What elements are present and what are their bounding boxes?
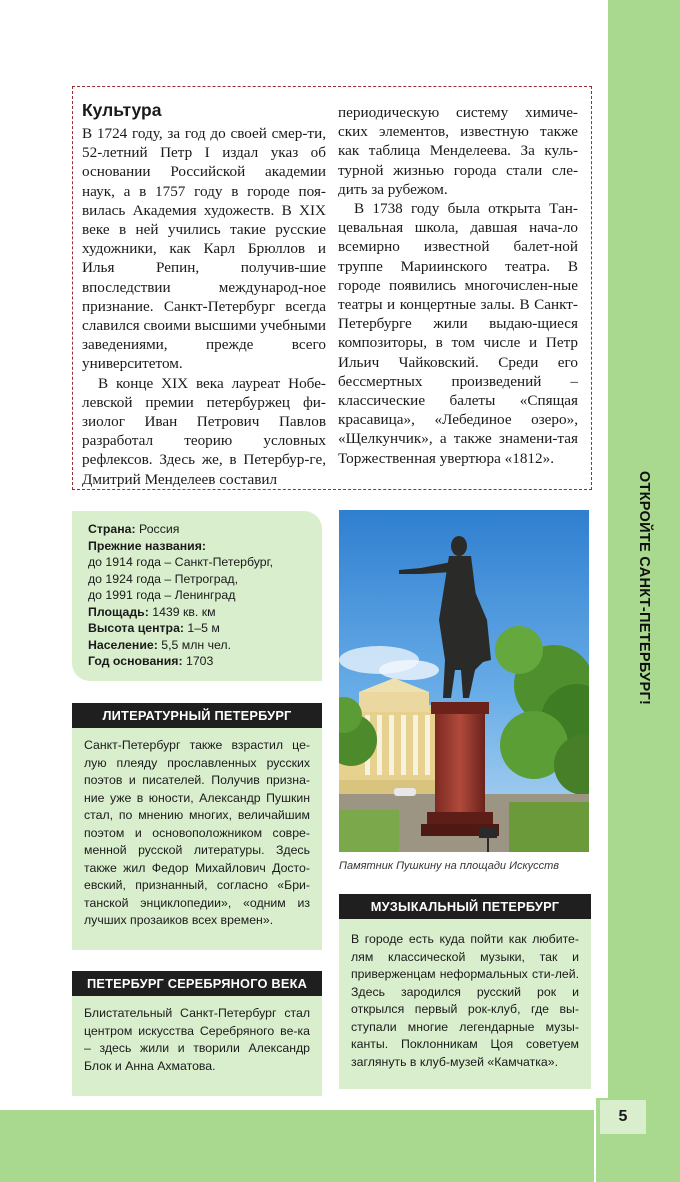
fact-population: Население: 5,5 млн чел. [88, 637, 232, 652]
fact-founded: Год основания: 1703 [88, 654, 214, 668]
bottom-band [0, 1110, 594, 1182]
fact-former-names: Прежние названия: [88, 538, 207, 553]
side-title: ОТКРОЙТЕ САНКТ-ПЕТЕРБУРГ! [636, 470, 652, 706]
culture-left-column [82, 100, 326, 489]
pushkin-monument-photo [339, 510, 589, 852]
silver-age-heading: ПЕТЕРБУРГ СЕРЕБРЯНОГО ВЕКА [72, 971, 322, 996]
literary-heading: ЛИТЕРАТУРНЫЙ ПЕТЕРБУРГ [72, 703, 322, 728]
culture-paragraph: В конце XIX века лауреат Нобе-левской премии петербуржец фи-зиолог Иван Петрович Павлов разработал теорию условных рефлексов. Здесь же, в Петербур-ге, Дмитрий Менделеев составил [82, 374, 326, 488]
fact-former-name: до 1991 года – Ленинград [88, 588, 236, 602]
culture-paragraph: В 1724 году, за год до своей смер-ти, 52-летний Петр I издал указ об основании Российской академии наук, а в 1757 году в городе поя-вилась Академия художеств. В XIX веке в ней учились такие русские художники, как Карл Брюллов и Илья Репин, получив-шие впоследствии международ-ное признание. Санкт-Петербург всегда славился своими высшими учебными заведениями, прежде всего университетом. [82, 125, 326, 373]
culture-paragraph: В 1738 году была открыта Тан-цевальная школа, давшая нача-ло всемирно известной балет-ной труппе Мариинского театра. В городе появились многочислен-ные театры и концертные залы. В Санкт-Петербурге жили выдаю-щиеся композиторы, в том числе и Петр Ильич Чайковский. Среди его бессмертных произведений – классические балеты «Спящая красавица», «Лебединое озеро», «Щелкунчик», а также знамени-тая Торжественная увертюра «1812». [338, 200, 578, 467]
fact-country: Страна: Россия [88, 522, 180, 536]
fact-former-name: до 1924 года – Петроград, [88, 571, 239, 586]
literary-text: Санкт-Петербург также взрастил це-лую плеяду прославленных русских поэтов и писателей. Получив призна-ние уже в юности, Александр Пушкин стал, по мнению многих, величайшим поэтом и основоположником совре-менной русской литературы. Здесь также жил Федор Михайлович Досто-евский, признанный, согласно «Бри-танской энциклопедии», «одним из лучших прозаиков всех времен». [72, 728, 322, 950]
culture-paragraph: периодическую систему химиче-ских элементов, известную также как таблица Менделеева. За куль-турной жизнью города стали сле-дить за рубежом. [338, 104, 578, 198]
silver-age-text: Блистательный Санкт-Петербург стал центром искусства Серебряного ве-ка – здесь жили и творили Александр Блок и Анна Ахматова. [72, 996, 322, 1096]
pushkin-monument-illustration [339, 510, 589, 852]
fact-area: Площадь: 1439 кв. км [88, 604, 216, 619]
culture-right-column [338, 103, 578, 468]
fact-former-name: до 1914 года – Санкт-Петербург, [88, 555, 274, 569]
musical-heading: МУЗЫКАЛЬНЫЙ ПЕТЕРБУРГ [339, 894, 591, 919]
musical-text: В городе есть куда пойти как любите-лям классической музыки, так и приверженцам неформальных сти-лей. Здесь зародился русский рок и открылся первый рок-клуб, где вы-ступали многие легендарные музы-канты. Поклонникам Цоя советуем заглянуть в клуб-музей «Камчатка». [339, 919, 591, 1089]
city-facts-box [72, 511, 322, 681]
fact-height: Высота центра: 1–5 м [88, 621, 220, 635]
culture-title: Культура [82, 100, 162, 120]
page-number: 5 [600, 1100, 646, 1134]
photo-caption: Памятник Пушкину на площади Искусств [339, 860, 560, 872]
